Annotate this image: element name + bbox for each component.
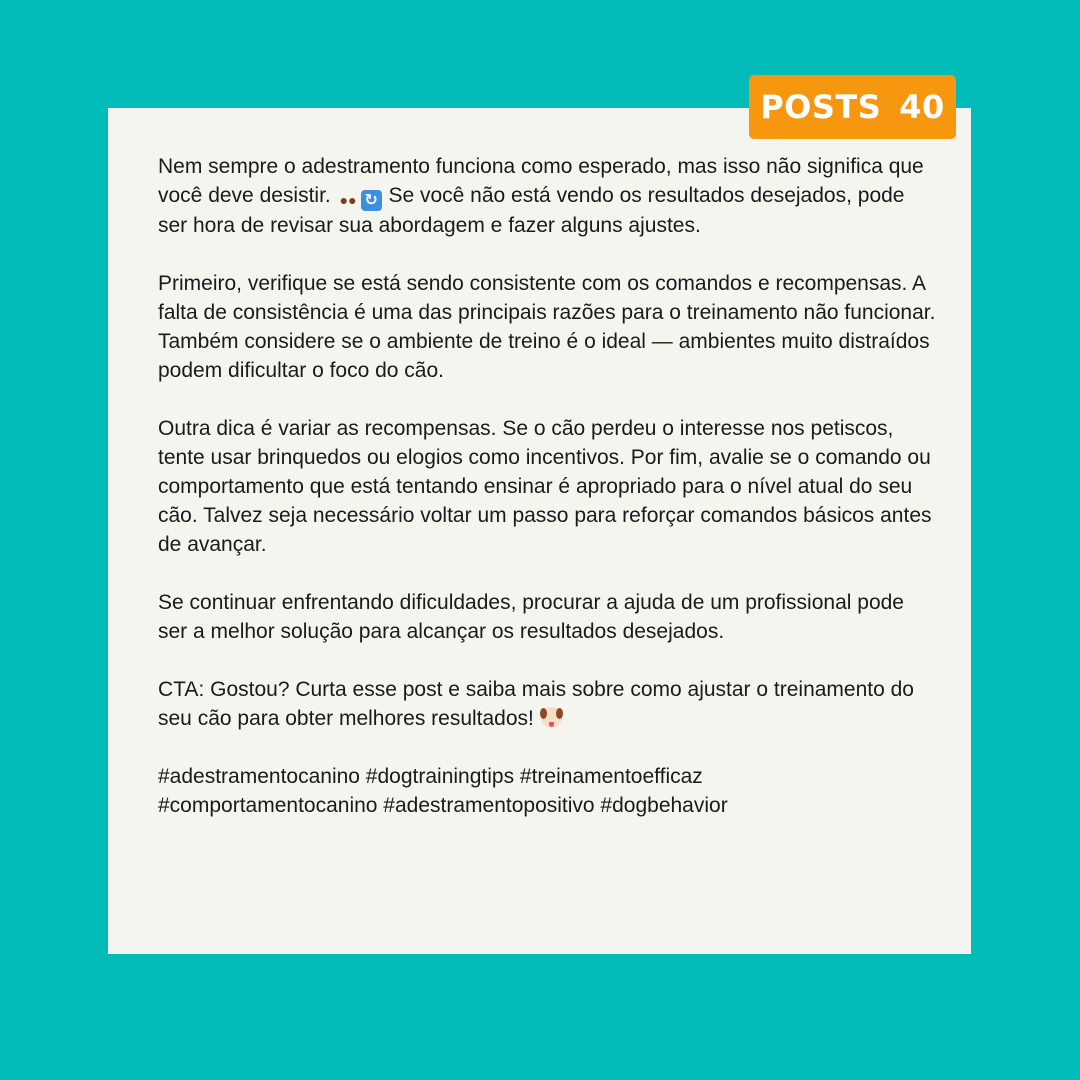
paw-prints-icon: ●● <box>339 192 357 208</box>
badge-label: POSTS <box>760 88 882 126</box>
paragraph-5 <box>158 675 938 733</box>
badge-number: 40 <box>899 88 945 126</box>
paragraph-4: Se continuar enfrentando dificuldades, procurar a ajuda de um profissional pode ser a melhor solução para alcançar os resultados desejados. <box>158 591 904 643</box>
paragraph-3: Outra dica é variar as recompensas. Se o cão perdeu o interesse nos petiscos, tente usar brinquedos ou elogios como incentivos. Por fim, avalie se o comando ou comportamento que está tentando ensinar é apropriado para o nível atual do seu cão. Talvez seja necessário voltar um passo para reforçar comandos básicos antes de avançar. <box>158 417 932 556</box>
posts-badge <box>749 75 956 139</box>
paragraph-1-text-a: Nem sempre o adestramento funciona como esperado, mas isso não significa que você deve desistir. <box>158 155 924 207</box>
paragraph-1-text-b: Se você não está vendo os resultados desejados, pode ser hora de revisar sua abordagem e fazer alguns ajustes. <box>158 184 905 237</box>
paragraph-2: Primeiro, verifique se está sendo consistente com os comandos e recompensas. A falta de consistência é uma das principais razões para o treinamento não funcionar. Também considere se o ambiente de treino é o ideal — ambientes muito distraídos podem dificultar o foco do cão. <box>158 272 936 382</box>
dog-face-icon <box>541 707 562 728</box>
paragraph-1 <box>158 152 938 240</box>
hashtags-line-2: #comportamentocanino #adestramentopositivo #dogbehavior <box>158 794 728 817</box>
hashtags <box>158 762 938 820</box>
cta-text: CTA: Gostou? Curta esse post e saiba mais sobre como ajustar o treinamento do seu cão para obter melhores resultados! <box>158 678 914 730</box>
post-caption <box>158 152 938 849</box>
hashtags-line-1: #adestramentocanino #dogtrainingtips #treinamentoefficaz <box>158 765 703 788</box>
refresh-icon: ↻ <box>361 190 382 211</box>
